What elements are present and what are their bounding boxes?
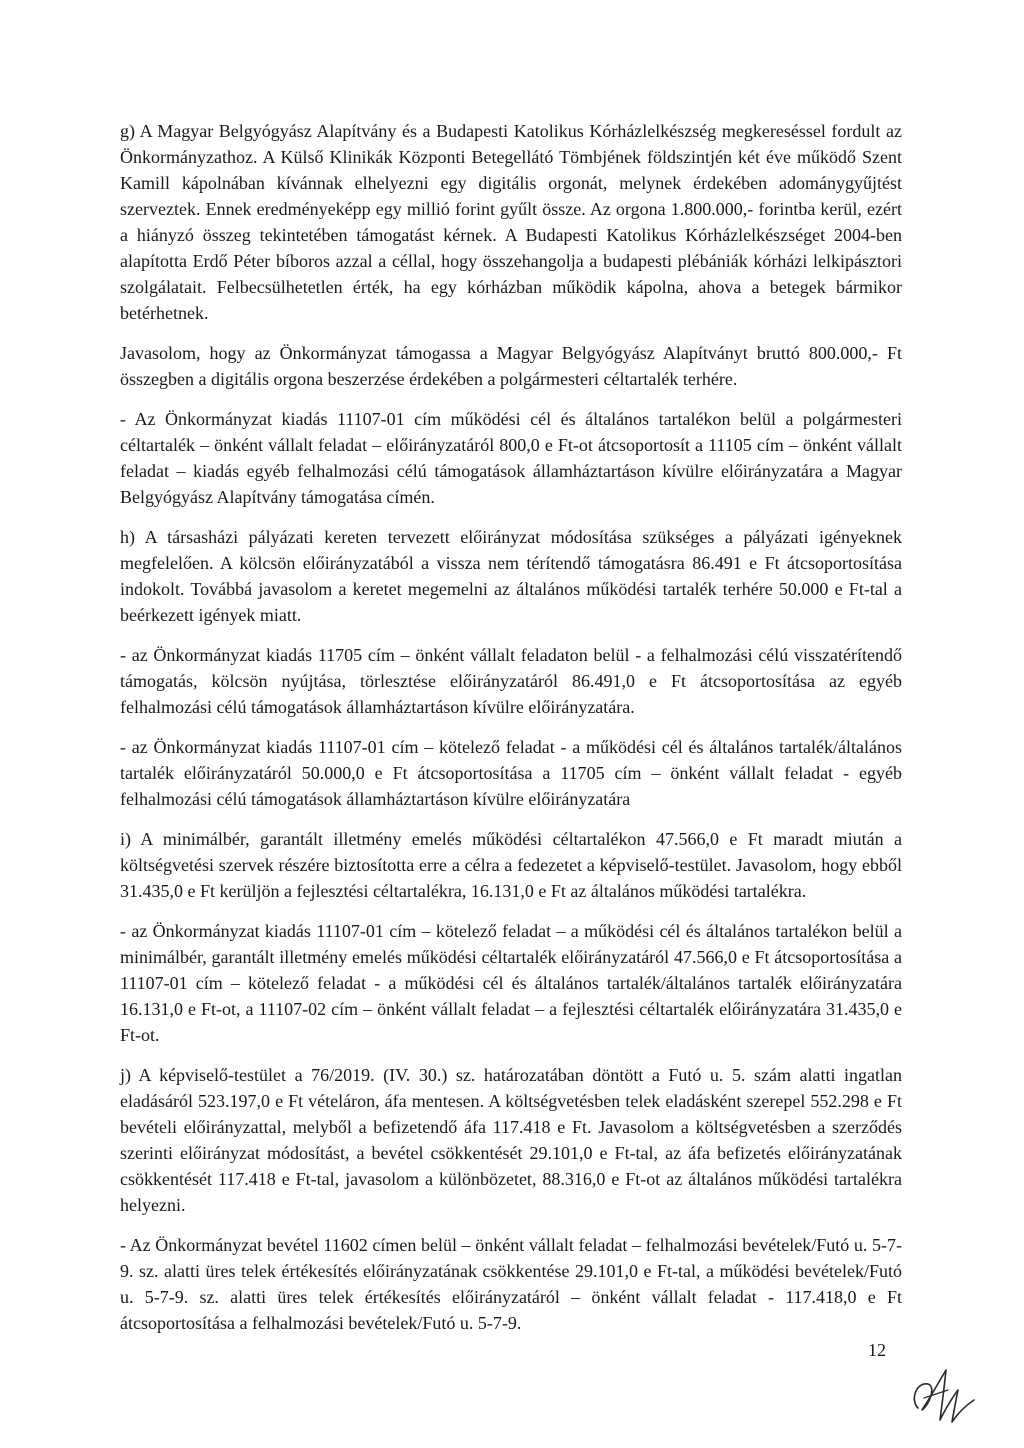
document-body [120, 118, 902, 1350]
paragraph-g: g) A Magyar Belgyógyász Alapítvány és a Budapesti Katolikus Kórházlelkészség megkereséssel fordult az Önkormányzathoz. A Külső Klinikák Központi Betegellátó Tömbjének földszintjén két éve működő Szent Kamill kápolnában kívánnak elhelyezni egy digitális orgonát, melynek érdekében adománygyűjtést szerveztek. Ennek eredményeképp egy millió forint gyűlt össze. Az orgona 1.800.000,- forintba kerül, ezért a hiányzó összeg tekintetében támogatást kérnek. A Budapesti Katolikus Kórházlelkészséget 2004-ben alapította Erdő Péter bíboros azzal a céllal, hogy összehangolja a budapesti plébániák kórházi lelkipásztori szolgálatait. Felbecsülhetetlen érték, ha egy kórházban működik kápolna, ahova a betegek bármikor betérhetnek. [120, 121, 902, 323]
paragraph-item-h-transfer-2: - az Önkormányzat kiadás 11107-01 cím – kötelező feladat - a működési cél és általános tartalék/általános tartalék előirányzatáról 50.000,0 e Ft átcsoportosítása a 11705 cím – önként vállalt feladat - egyéb felhalmozási célú támogatások államháztartáson kívülre előirányzatára [120, 737, 902, 809]
paragraph-proposal-g: Javasolom, hogy az Önkormányzat támogassa a Magyar Belgyógyász Alapítványt bruttó 800.000,- Ft összegben a digitális orgona beszerzése érdekében a polgármesteri céltartalék terhére. [120, 343, 902, 389]
paragraph-item-j-transfer: - Az Önkormányzat bevétel 11602 címen belül – önként vállalt feladat – felhalmozási bevételek/Futó u. 5-7-9. sz. alatti üres telek értékesítés előirányzatának csökkentése 29.101,0 e Ft-tal, a működési bevételek/Futó u. 5-7-9. sz. alatti üres telek értékesítés előirányzatáról – önként vállalt feladat - 117.418,0 e Ft átcsoportosítása a felhalmozási bevételek/Futó u. 5-7-9. [120, 1235, 902, 1333]
handwritten-signature [900, 1360, 980, 1430]
paragraph-item-g-transfer: - Az Önkormányzat kiadás 11107-01 cím működési cél és általános tartalékon belül a polgármesteri céltartalék – önként vállalt feladat – előirányzatáról 800,0 e Ft-ot átcsoportosít a 11105 cím – önként vállalt feladat – kiadás egyéb felhalmozási célú támogatások államháztartáson kívülre előirányzatára a Magyar Belgyógyász Alapítvány támogatása címén. [120, 409, 902, 507]
paragraph-h: h) A társasházi pályázati kereten tervezett előirányzat módosítása szükséges a pályázati igényeknek megfelelően. A kölcsön előirányzatából a vissza nem térítendő támogatásra 86.491 e Ft átcsoportosítása indokolt. Továbbá javasolom a keretet megemelni az általános működési tartalék terhére 50.000 e Ft-tal a beérkezett igények miatt. [120, 527, 902, 625]
paragraph-item-h-transfer-1: - az Önkormányzat kiadás 11705 cím – önként vállalt feladaton belül - a felhalmozási célú visszatérítendő támogatás, kölcsön nyújtása, törlesztése előirányzatáról 86.491,0 e Ft átcsoportosítása az egyéb felhalmozási célú támogatások államháztartáson kívülre előirányzatára. [120, 645, 902, 717]
page-number: 12 [868, 1340, 886, 1360]
paragraph-j: j) A képviselő-testület a 76/2019. (IV. 30.) sz. határozatában döntött a Futó u. 5. szám alatti ingatlan eladásáról 523.197,0 e Ft vételáron, áfa mentesen. A költségvetésben telek eladásként szerepel 552.298 e Ft bevételi előirányzattal, melyből a befizetendő áfa 117.418 e Ft. Javasolom a költségvetésben a szerződés szerinti előirányzat módosítást, a bevétel csökkentését 29.101,0 e Ft-tal, az áfa befizetés előirányzatának csökkentését 117.418 e Ft-tal, javasolom a különbözetet, 88.316,0 e Ft-ot az általános működési tartalékra helyezni. [120, 1065, 902, 1215]
paragraph-i: i) A minimálbér, garantált illetmény emelés működési céltartalékon 47.566,0 e Ft maradt miután a költségvetési szervek részére biztosította erre a célra a fedezetet a képviselő-testület. Javasolom, hogy ebből 31.435,0 e Ft kerüljön a fejlesztési céltartalékra, 16.131,0 e Ft az általános működési tartalékra. [120, 829, 902, 901]
paragraph-item-i-transfer: - az Önkormányzat kiadás 11107-01 cím – kötelező feladat – a működési cél és általános tartalékon belül a minimálbér, garantált illetmény emelés működési céltartalék előirányzatáról 47.566,0 e Ft átcsoportosítása a 11107-01 cím – kötelező feladat - a működési cél és általános tartalék/általános tartalék előirányzatára 16.131,0 e Ft-ot, a 11107-02 cím – önként vállalt feladat – a fejlesztési céltartalék előirányzatára 31.435,0 e Ft-ot. [120, 921, 902, 1045]
